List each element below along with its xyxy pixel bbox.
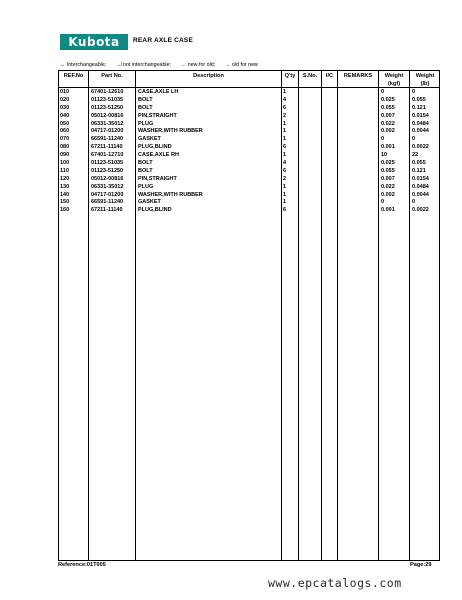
table-row: [58, 97, 440, 105]
quantity: 6: [283, 167, 287, 174]
header-ic: I/C: [325, 73, 334, 79]
table-row: [58, 207, 440, 215]
ref-no: 060: [60, 128, 70, 135]
table-row: [58, 199, 440, 207]
header-weight-kg-unit: (kgf): [387, 81, 401, 87]
weight-kg: 0.055: [381, 167, 395, 174]
part-no: 01123-51250: [91, 104, 124, 111]
weight-kg: 0.002: [381, 128, 395, 135]
header-remarks: REMARKS: [343, 73, 373, 79]
weight-lb: 22: [412, 152, 419, 159]
weight-lb: 0.0022: [412, 207, 429, 214]
ref-no: 010: [60, 89, 70, 95]
quantity: 6: [283, 144, 287, 151]
description: BOLT: [138, 96, 153, 103]
table-row: [58, 144, 440, 152]
weight-kg: 0.001: [381, 144, 395, 151]
ref-no: 030: [60, 104, 70, 111]
quantity: 2: [283, 112, 287, 119]
ref-no: 020: [60, 96, 70, 103]
table-row: [58, 105, 440, 113]
weight-kg: 0: [381, 199, 385, 206]
legend-old-for-new: → old for new: [225, 62, 258, 68]
weight-lb: 0.0154: [412, 112, 429, 119]
description: GASKET: [138, 136, 161, 143]
header-weight-lb-label: Weight: [415, 73, 435, 79]
table-row: [58, 152, 440, 160]
part-no: 67401-12710: [91, 152, 124, 159]
weight-kg: 0.055: [381, 104, 395, 111]
kubota-logo: Kubota: [60, 34, 128, 50]
weight-lb: 0: [412, 89, 416, 95]
quantity: 1: [283, 199, 287, 206]
weight-kg: 0.022: [381, 183, 395, 190]
description: PLUG: [138, 120, 154, 127]
legend-not-interchangeable: ↛ not interchangeable;: [116, 62, 172, 68]
weight-kg: 0.025: [381, 96, 395, 103]
part-no: 05012-00816: [91, 175, 124, 182]
weight-lb: 0: [412, 136, 416, 143]
description: BOLT: [138, 160, 153, 167]
weight-kg: 0.007: [381, 175, 395, 182]
description: CASE,AXLE LH: [138, 89, 179, 95]
weight-kg: 10: [381, 152, 388, 159]
weight-lb: 0.121: [412, 167, 426, 174]
quantity: 6: [283, 104, 287, 111]
weight-lb: 0.0022: [412, 144, 429, 151]
weight-lb: 0.055: [412, 96, 426, 103]
part-no: 04717-01200: [91, 128, 124, 135]
part-no: 66591-11240: [91, 136, 124, 143]
legend-interchangeable: ↔ Interchangeable;: [60, 62, 107, 68]
description: CASE,AXLE RH: [138, 152, 179, 159]
ref-no: 160: [60, 207, 70, 214]
weight-lb: 0.121: [412, 104, 426, 111]
table-row: [58, 89, 440, 97]
header-ref: REF.No: [63, 73, 84, 79]
ref-no: 140: [60, 191, 70, 198]
weight-kg: 0: [381, 136, 385, 143]
weight-lb: 0.0044: [412, 191, 429, 198]
part-no: 01123-51035: [91, 160, 124, 167]
legend-new-for-old: ← new for old;: [181, 62, 216, 68]
reference-number: Reference:01T005: [58, 562, 106, 568]
header-weight-kg: [379, 72, 409, 88]
part-no: 06331-35012: [91, 183, 124, 190]
header-description: Description: [193, 73, 224, 79]
quantity: 1: [283, 128, 287, 135]
description: PLUG,BLIND: [138, 144, 172, 151]
weight-kg: 0.022: [381, 120, 395, 127]
quantity: 2: [283, 175, 287, 182]
weight-kg: 0.025: [381, 160, 395, 167]
ref-no: 090: [60, 152, 70, 159]
description: PLUG,BLIND: [138, 207, 172, 214]
table-row: [58, 192, 440, 200]
header-qty: Q'ty: [284, 73, 296, 79]
ref-no: 050: [60, 120, 70, 127]
quantity: 1: [283, 89, 287, 95]
part-no: 67211-11140: [91, 207, 123, 214]
ref-no: 070: [60, 136, 70, 143]
table-row: [58, 160, 440, 168]
quantity: 1: [283, 191, 287, 198]
table-row: [58, 168, 440, 176]
parts-table-body: [58, 89, 440, 215]
weight-lb: 0.0154: [412, 175, 429, 182]
table-row: [58, 121, 440, 129]
legend: [60, 62, 258, 68]
description: PLUG: [138, 183, 154, 190]
weight-lb: 0.0484: [412, 183, 429, 190]
part-no: 06331-35012: [91, 120, 124, 127]
quantity: 4: [283, 160, 287, 167]
table-row: [58, 136, 440, 144]
quantity: 6: [283, 207, 287, 214]
part-no: 67401-12610: [91, 89, 124, 95]
ref-no: 040: [60, 112, 70, 119]
page-title: REAR AXLE CASE: [133, 37, 193, 44]
quantity: 1: [283, 183, 287, 190]
quantity: 1: [283, 136, 287, 143]
watermark-link[interactable]: www.epcatalogs.com: [268, 576, 402, 590]
weight-lb: 0: [412, 199, 416, 206]
quantity: 4: [283, 96, 287, 103]
ref-no: 130: [60, 183, 70, 190]
table-row: [58, 184, 440, 192]
weight-kg: 0.002: [381, 191, 395, 198]
header-weight-lb: [410, 72, 440, 88]
part-no: 01123-51035: [91, 96, 124, 103]
description: BOLT: [138, 167, 153, 174]
description: WASHER,WITH RUBBER: [138, 128, 203, 135]
weight-lb: 0.0044: [412, 128, 429, 135]
ref-no: 110: [60, 167, 69, 174]
header-serial-no: S.No.: [302, 73, 318, 79]
table-row: [58, 113, 440, 121]
part-no: 66591-11240: [91, 199, 124, 206]
header-weight-kg-label: Weight: [384, 73, 404, 79]
table-row: [58, 128, 440, 136]
ref-no: 150: [60, 199, 70, 206]
table-row: [58, 176, 440, 184]
weight-kg: 0.001: [381, 207, 395, 214]
ref-no: 120: [60, 175, 70, 182]
ref-no: 100: [60, 160, 70, 167]
part-no: 05012-00816: [91, 112, 124, 119]
part-no: 67211-11140: [91, 144, 123, 151]
page-number: Page:29: [410, 562, 432, 568]
weight-lb: 0.0484: [412, 120, 429, 127]
weight-kg: 0: [381, 89, 385, 95]
weight-lb: 0.055: [412, 160, 426, 167]
weight-kg: 0.007: [381, 112, 395, 119]
quantity: 1: [283, 120, 287, 127]
description: GASKET: [138, 199, 161, 206]
header-part-no: Part No.: [101, 73, 123, 79]
part-no: 04717-01200: [91, 191, 124, 198]
header-weight-lb-unit: (lb): [420, 81, 430, 87]
description: PIN,STRAIGHT: [138, 175, 177, 182]
ref-no: 080: [60, 144, 70, 151]
part-no: 01123-51250: [91, 167, 124, 174]
description: PIN,STRAIGHT: [138, 112, 177, 119]
quantity: 1: [283, 152, 287, 159]
description: BOLT: [138, 104, 153, 111]
description: WASHER,WITH RUBBER: [138, 191, 203, 198]
